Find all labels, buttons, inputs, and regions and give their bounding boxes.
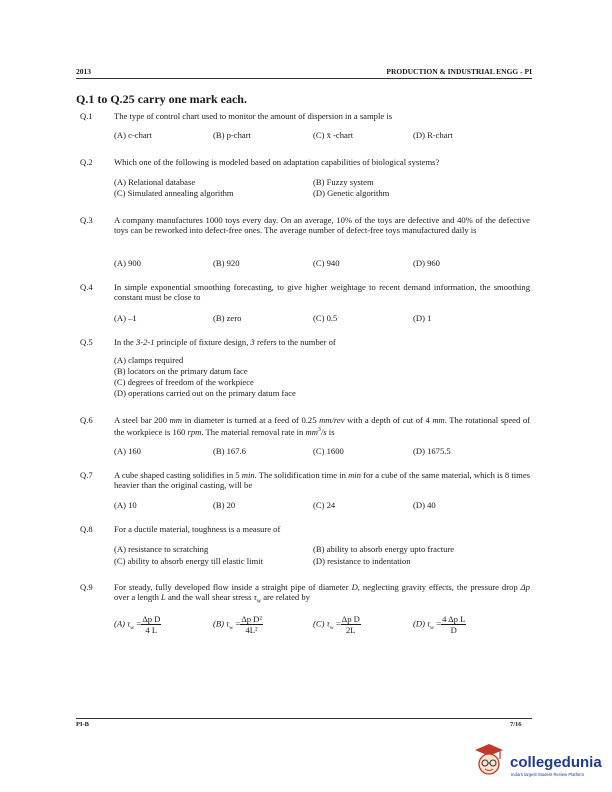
option-b: (B) locators on the primary datum face <box>114 366 248 376</box>
option-b: (B) 167.6 <box>213 446 246 456</box>
option-a: (A) clamps required <box>114 355 184 365</box>
option-a: (A) 900 <box>114 258 141 268</box>
option-b: (B) 20 <box>213 500 236 510</box>
question-text: In the 3-2-1 principle of fixture design, 3 refers to the number of <box>114 337 336 347</box>
question-number: Q.2 <box>80 157 93 167</box>
option-b: (B) $\tau_w$ = $\frac{\text{Δp D²}}{\text{4L²}}$ <box>213 614 262 635</box>
question-number: Q.6 <box>80 415 93 425</box>
option-c: (C) 1600 <box>313 446 344 456</box>
question-text: A steel bar 200 mm in diameter is turned at a feed of 0.25 mm/rev with a depth of cut of 4 mm. The rotational speed of the workpiece is 160 rpm. The material removal rate in $mm^3/s$ is <box>114 415 531 438</box>
option-b: (B) Fuzzy system <box>313 177 374 187</box>
question-text: The type of control chart used to monitor the amount of dispersion in a sample is <box>114 111 393 121</box>
question-text: A company manufactures 1000 toys every day. On an average, 10% of the toys are defective and 40% of the defective toys can be reworked into defect-free ones. The average number of defect-free toys manufactured daily is <box>114 215 530 236</box>
option-c: (C) 24 <box>313 500 336 510</box>
option-c: (C) $\tau_w$ = $\frac{\text{Δp D}}{2L}$ <box>313 614 360 635</box>
option-a: (A) 10 <box>114 500 137 510</box>
option-b: (B) p-chart <box>213 130 251 140</box>
option-c: (C) Simulated annealing algorithm <box>114 188 234 198</box>
header-rule <box>76 78 532 79</box>
question-number: Q.7 <box>80 470 93 480</box>
option-a: (A) $\tau_w$ = $\frac{\text{Δp D}}{4 L}$ <box>114 614 161 635</box>
option-a: (A) resistance to scratching <box>114 544 209 554</box>
option-d: (D) 1 <box>413 313 432 323</box>
question-text: For a ductile material, toughness is a measure of <box>114 524 281 534</box>
option-b: (B) ability to absorb energy upto fracture <box>313 544 455 554</box>
option-b: (B) 920 <box>213 258 240 268</box>
option-d: (D) resistance to indentation <box>313 556 411 566</box>
option-c: (C) degrees of freedom of the workpiece <box>114 377 254 387</box>
paper-title: PRODUCTION & INDUSTRIAL ENGG - PI <box>386 67 532 76</box>
section-title: Q.1 to Q.25 carry one mark each. <box>76 92 247 106</box>
option-b: (B) zero <box>213 313 242 323</box>
option-d: (D) Genetic algorithm <box>313 188 390 198</box>
brand-tagline: India's largest Student Review Platform <box>511 772 584 777</box>
question-number: Q.3 <box>80 215 93 225</box>
option-c: (C) x̄ -chart <box>313 130 354 140</box>
question-text: In simple exponential smoothing forecasting, to give higher weightage to recent demand information, the smoothing constant must be close to <box>114 282 530 303</box>
question-text: Which one of the following is modeled based on adaptation capabilities of biological systems? <box>114 157 440 167</box>
question-text: For steady, fully developed flow inside a straight pipe of diameter D, neglecting gravity effects, the pressure drop Δp over a length L and the wall shear stress $\tau_w$ are related by <box>114 582 530 606</box>
option-d: (D) 960 <box>413 258 440 268</box>
question-number: Q.1 <box>80 111 93 121</box>
page-number: 7/16 <box>510 721 522 728</box>
brand-logo: collegedunia <box>510 754 602 771</box>
question-text: A cube shaped casting solidifies in 5 min. The solidification time in min for a cube of the same material, which is 8 times heavier than the original casting, will be <box>114 470 530 491</box>
exam-year: 2013 <box>76 67 91 76</box>
option-d: (D) 1675.5 <box>413 446 451 456</box>
question-number: Q.8 <box>80 524 93 534</box>
option-a: (A) Relational database <box>114 177 196 187</box>
question-number: Q.5 <box>80 337 93 347</box>
question-number: Q.4 <box>80 282 93 292</box>
option-d: (D) R-chart <box>413 130 453 140</box>
option-a: (A) c-chart <box>114 130 152 140</box>
footer-rule <box>76 718 532 719</box>
question-number: Q.9 <box>80 582 93 592</box>
graduate-mascot-icon <box>474 742 504 780</box>
option-d: (D) 40 <box>413 500 436 510</box>
option-a: (A) –1 <box>114 313 137 323</box>
option-a: (A) 160 <box>114 446 141 456</box>
paper-code: PI-B <box>76 721 89 728</box>
option-c: (C) 0.5 <box>313 313 338 323</box>
option-d: (D) $\tau_w$ = $\frac{\text{4 Δp L}}{D}$ <box>413 614 466 635</box>
option-d: (D) operations carried out on the primary datum face <box>114 388 296 398</box>
option-c: (C) 940 <box>313 258 340 268</box>
option-c: (C) ability to absorb energy till elastic limit <box>114 556 264 566</box>
